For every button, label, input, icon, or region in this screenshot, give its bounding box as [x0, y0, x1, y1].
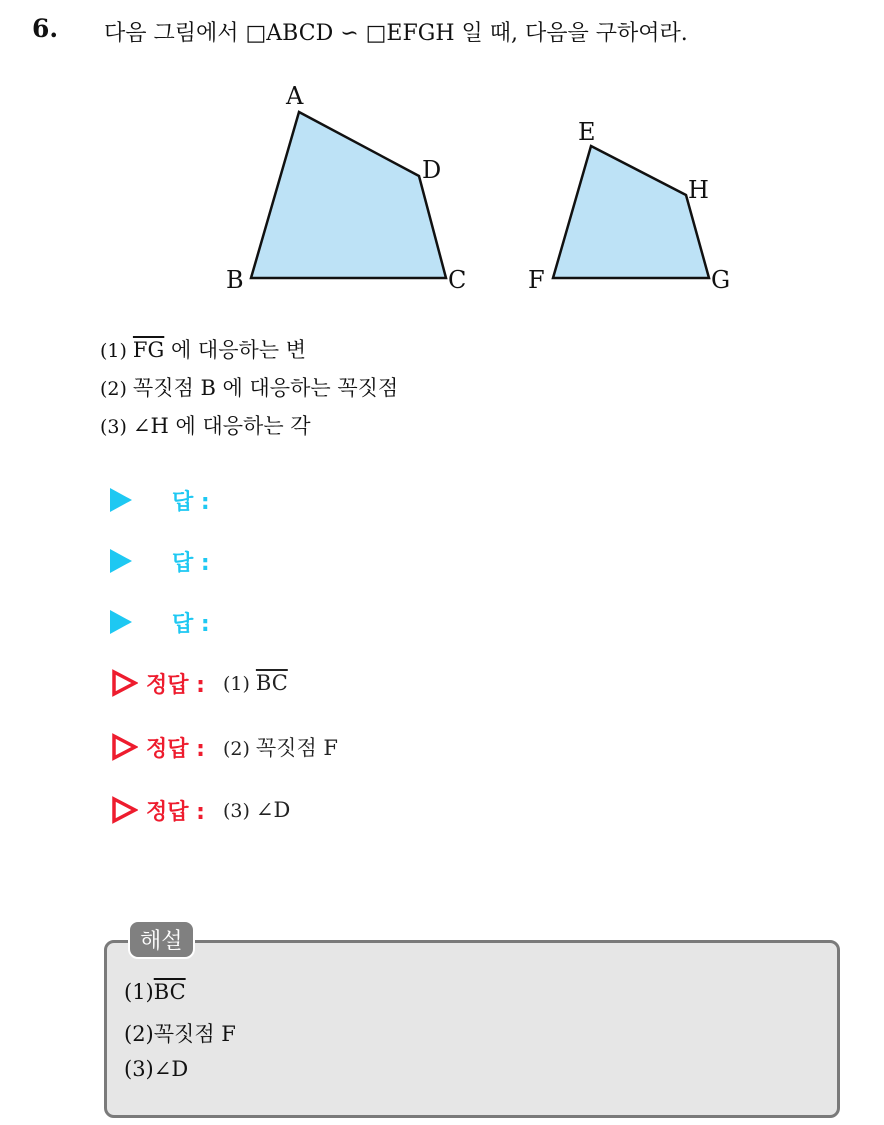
quadrilateral-efgh: [553, 146, 709, 278]
subquestion-2: [100, 372, 398, 402]
subquestion-number: (3): [100, 416, 127, 438]
segment-bc: $\overline{BC}$: [255, 671, 288, 695]
correct-answer-row-1: [110, 663, 288, 703]
vertex-label-e: E: [578, 118, 596, 146]
vertex-label-g: G: [711, 266, 731, 294]
correct-answer-row-3: [110, 790, 290, 830]
explanation-line-1: [124, 980, 186, 1004]
answer-number: (3): [222, 800, 250, 822]
vertex-label-f: F: [528, 266, 545, 294]
subquestion-text: ∠H 에 대응하는 각: [132, 414, 311, 438]
explanation-text: ∠D: [153, 1057, 189, 1081]
correct-answer-value: [223, 798, 290, 822]
vertex-label-d: D: [422, 156, 442, 184]
explanation-number: (3): [124, 1057, 154, 1081]
subquestion-number: (2): [100, 378, 127, 400]
explanation-number: (1): [124, 980, 154, 1004]
subquestion-3: [100, 410, 311, 440]
answer-label: 답 :: [172, 489, 210, 515]
vertex-label-a: A: [286, 82, 304, 110]
answer-text: ∠D: [255, 798, 291, 822]
vertex-label-c: C: [448, 266, 467, 294]
correct-answer-value: [223, 732, 338, 762]
vertex-label-h: H: [688, 176, 709, 204]
answer-number: (2): [222, 738, 250, 760]
segment-bc: $\overline{BC}$: [153, 980, 186, 1004]
correct-answer-row-2: [110, 727, 338, 767]
play-triangle-icon: [110, 488, 132, 512]
answer-text: 꼭짓점 F: [255, 736, 338, 760]
subquestion-1: [100, 334, 306, 364]
correct-label: 정답 :: [146, 672, 205, 698]
subquestion-number: (1): [100, 340, 127, 362]
segment-fg: $\overline{FG}$: [132, 338, 165, 362]
similar-quadrilaterals-figure: [200, 78, 760, 308]
question-text: 다음 그림에서 □ABCD ∽ □EFGH 일 때, 다음을 구하여라.: [104, 21, 688, 46]
answer-label: 답 :: [172, 550, 210, 576]
open-triangle-icon: [110, 669, 138, 697]
subquestion-text: 꼭짓점 B 에 대응하는 꼭짓점: [132, 376, 399, 400]
vertex-label-b: B: [226, 266, 244, 294]
answer-row-1: [110, 480, 210, 520]
answer-label: 답 :: [172, 611, 210, 637]
play-triangle-icon: [110, 549, 132, 573]
explanation-line-3: [124, 1057, 188, 1081]
answer-number: (1): [222, 673, 250, 695]
play-triangle-icon: [110, 610, 132, 634]
open-triangle-icon: [110, 733, 138, 761]
open-triangle-icon: [110, 796, 138, 824]
correct-answer-value: [223, 671, 288, 695]
explanation-text: 꼭짓점 F: [153, 1022, 236, 1046]
explanation-line-2: [124, 1018, 236, 1048]
answer-row-3: [110, 602, 210, 642]
question-number: 6.: [32, 14, 59, 43]
subquestion-text: 에 대응하는 변: [164, 338, 307, 362]
explanation-number: (2): [124, 1022, 154, 1046]
explanation-tab: 해설: [128, 920, 195, 959]
quadrilateral-abcd: [251, 112, 446, 278]
correct-label: 정답 :: [146, 799, 205, 825]
answer-row-2: [110, 541, 210, 581]
correct-label: 정답 :: [146, 736, 205, 762]
